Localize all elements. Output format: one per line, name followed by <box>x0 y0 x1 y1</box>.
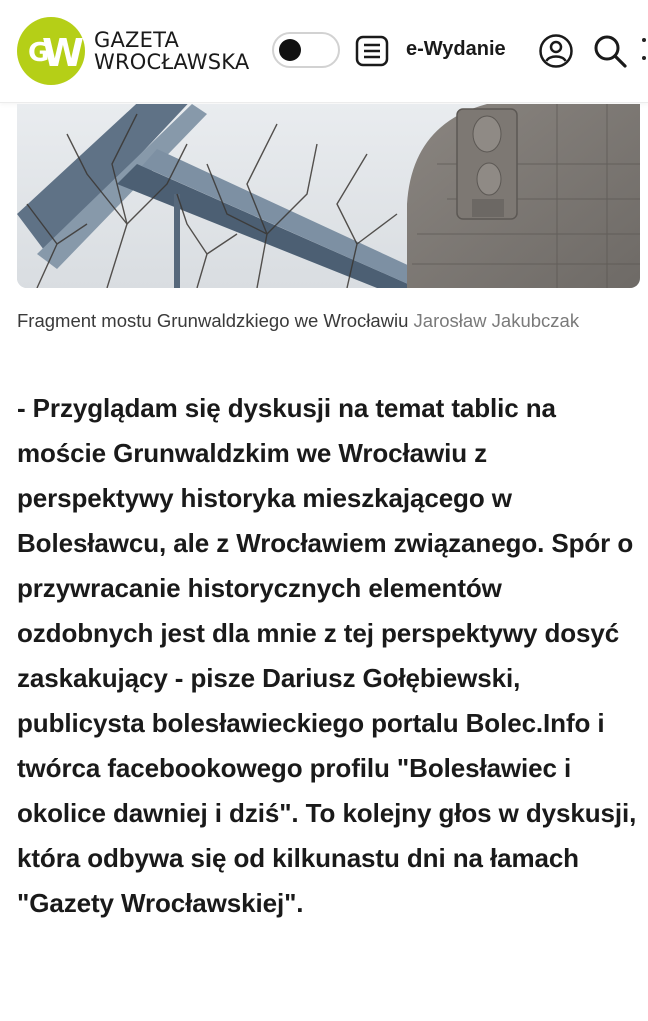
logo-mark <box>17 17 85 85</box>
user-icon[interactable] <box>538 33 574 69</box>
logo-line2: WROCŁAWSKA <box>94 50 250 74</box>
logo-mark-w: W <box>42 31 80 75</box>
menu-icon[interactable] <box>355 34 389 68</box>
caption-author[interactable]: Jarosław Jakubczak <box>413 310 580 331</box>
photo-caption <box>17 306 617 336</box>
article-lead: - Przyglądam się dyskusji na temat tablic na moście Grunwaldzkim we Wrocławiu z perspektywy historyka mieszkającego w Bolesławcu, ale z Wrocławiem związanego. Spór o przywracanie historycznych elementów ozdobnych jest dla mnie z tej perspektywy dosyć zaskakujący - pisze Dariusz Gołębiewski, publicysta bolesławieckiego portalu Bolec.Info i twórca facebookowego profilu "Bolesławiec i okolice dawniej i dziś". To kolejny głos w dyskusji, która odbywa się od kilkunastu dni na łamach "Gazety Wrocławskiej". <box>17 393 637 918</box>
overflow-indicator <box>642 56 646 60</box>
search-icon[interactable] <box>592 33 628 69</box>
overflow-indicator <box>642 38 646 42</box>
logo-text <box>94 29 249 73</box>
site-logo[interactable] <box>17 17 249 85</box>
bridge-photo-illustration <box>17 104 640 288</box>
logo-line1: GAZETA <box>94 28 180 52</box>
site-header <box>0 0 648 103</box>
logo-mark-g: G <box>28 38 46 68</box>
toggle-knob <box>279 39 301 61</box>
e-wydanie-link[interactable]: e-Wydanie <box>406 38 506 60</box>
caption-text: Fragment mostu Grunwaldzkiego we Wrocławiu <box>17 310 409 331</box>
article-photo[interactable] <box>17 104 640 288</box>
theme-toggle[interactable] <box>272 32 340 68</box>
moon-icon <box>310 39 332 61</box>
